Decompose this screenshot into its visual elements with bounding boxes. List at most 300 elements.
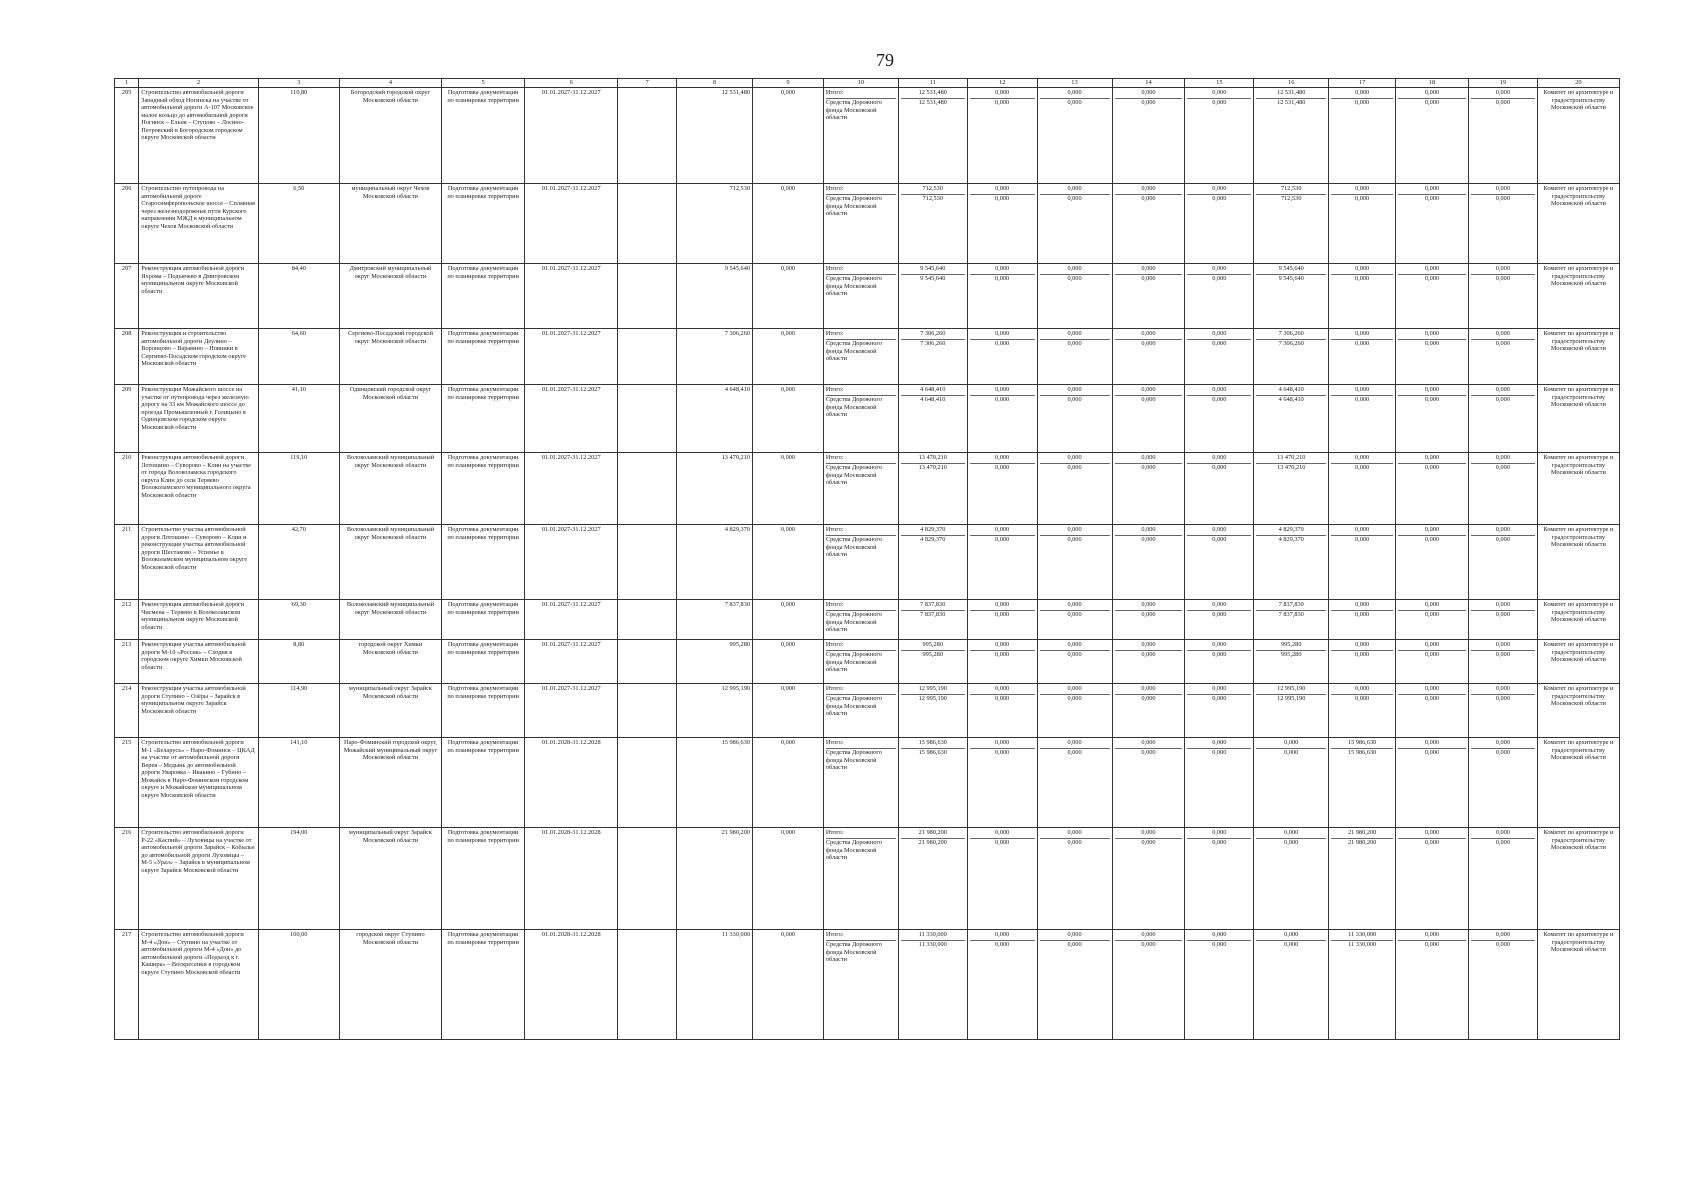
funding-col-13 — [1037, 329, 1112, 385]
responsible-body: Комитет по архитектуре и градостроительству Московской области — [1537, 385, 1619, 453]
total-value: 0,000 — [1187, 641, 1251, 651]
total-value: 0,000 — [1331, 685, 1393, 695]
row-number: 215 — [115, 738, 139, 828]
funding-col-16 — [1254, 88, 1329, 184]
road-length: 42,70 — [258, 525, 339, 600]
municipality: городской округ Ступино Московской области — [339, 930, 441, 1040]
total-cost: 4 829,370 — [677, 525, 753, 600]
source-value: 0,000 — [995, 195, 1010, 202]
column-header: 11 — [898, 79, 967, 88]
responsible-body: Комитет по архитектуре и градостроительству Московской области — [1537, 453, 1619, 525]
column-9-value: 0,000 — [753, 453, 824, 525]
total-value: 0,000 — [1115, 829, 1183, 839]
total-value: 21 980,200 — [901, 829, 965, 839]
row-number: 217 — [115, 930, 139, 1040]
work-period: 01.01.2027-31.12.2027 — [525, 385, 618, 453]
source-value: 0,000 — [995, 941, 1010, 948]
funding-source — [823, 828, 898, 930]
source-value: 7 837,830 — [1278, 611, 1304, 618]
funding-col-19 — [1468, 684, 1537, 738]
total-value: 0,000 — [1398, 265, 1466, 275]
work-period: 01.01.2027-31.12.2027 — [525, 525, 618, 600]
total-value: 0,000 — [1040, 601, 1110, 611]
funding-col-12 — [967, 738, 1037, 828]
total-value: 995,280 — [1256, 641, 1326, 651]
municipality: Волоколамский муниципальный округ Московской области — [339, 600, 441, 640]
object-name: Строительство автомобильной дороги М-4 «Дон» – Ступино на участке от автомобильной дороги М-4 «Дон» до автомобильной дороги «Подъезд к г. Кашира» – Воскресенки в городском округе Ступино Московской области — [139, 930, 259, 1040]
source-value: 0,000 — [1067, 651, 1082, 658]
source-value: 0,000 — [1067, 396, 1082, 403]
funding-col-16 — [1254, 385, 1329, 453]
funding-col-11 — [898, 640, 967, 684]
total-value: 0,000 — [1187, 330, 1251, 340]
funding-source — [823, 684, 898, 738]
total-label: Итого: — [826, 829, 896, 839]
funding-col-15 — [1185, 329, 1254, 385]
source-value: 0,000 — [1212, 195, 1227, 202]
source-value: 0,000 — [1495, 941, 1510, 948]
source-label: Средства Дорожного фонда Московской области — [825, 536, 882, 559]
source-value: 995,280 — [1281, 651, 1302, 658]
municipality: муниципальный округ Зарайск Московской области — [339, 828, 441, 930]
funding-col-18 — [1396, 640, 1469, 684]
column-header: 16 — [1254, 79, 1329, 88]
funding-col-11 — [898, 329, 967, 385]
source-value: 0,000 — [1424, 941, 1440, 948]
column-header: 5 — [442, 79, 525, 88]
source-value: 0,000 — [1141, 839, 1156, 846]
total-value: 0,000 — [1471, 330, 1535, 340]
source-value: 0,000 — [995, 695, 1010, 702]
total-value: 0,000 — [1187, 526, 1251, 536]
source-value: 0,000 — [1495, 99, 1510, 106]
funding-source — [823, 930, 898, 1040]
source-value: 0,000 — [1284, 941, 1299, 948]
total-value: 0,000 — [1256, 829, 1326, 839]
work-period: 01.01.2027-31.12.2027 — [525, 329, 618, 385]
source-value: 0,000 — [1495, 340, 1510, 347]
total-value: 0,000 — [1331, 386, 1393, 396]
source-value: 13 470,210 — [918, 464, 947, 471]
work-stage: Подготовка документации по планировке территории — [442, 385, 525, 453]
column-7-value — [618, 930, 677, 1040]
total-value: 0,000 — [1040, 526, 1110, 536]
total-cost: 11 330,000 — [677, 930, 753, 1040]
total-value: 13 470,210 — [901, 454, 965, 464]
funding-col-19 — [1468, 329, 1537, 385]
funding-col-18 — [1396, 453, 1469, 525]
total-value: 7 837,830 — [1256, 601, 1326, 611]
funding-col-17 — [1329, 88, 1396, 184]
total-value: 0,000 — [1471, 265, 1535, 275]
funding-col-14 — [1112, 453, 1185, 525]
total-value: 0,000 — [1471, 89, 1535, 99]
funding-col-17 — [1329, 600, 1396, 640]
source-value: 0,000 — [1141, 749, 1156, 756]
source-value: 0,000 — [1424, 275, 1440, 282]
funding-col-15 — [1185, 184, 1254, 264]
funding-col-11 — [898, 385, 967, 453]
funding-col-12 — [967, 640, 1037, 684]
column-9-value: 0,000 — [753, 184, 824, 264]
table-row — [115, 88, 1620, 184]
funding-col-14 — [1112, 640, 1185, 684]
total-value: 0,000 — [970, 685, 1035, 695]
total-value: 0,000 — [1187, 386, 1251, 396]
source-value: 0,000 — [1067, 611, 1082, 618]
work-stage: Подготовка документации по планировке территории — [442, 684, 525, 738]
source-value: 995,280 — [922, 651, 943, 658]
total-label: Итого: — [826, 526, 896, 536]
funding-col-12 — [967, 525, 1037, 600]
source-value: 7 306,260 — [1278, 340, 1304, 347]
total-value: 0,000 — [1115, 386, 1183, 396]
total-value: 0,000 — [1398, 526, 1466, 536]
total-label: Итого: — [826, 89, 896, 99]
column-header: 6 — [525, 79, 618, 88]
work-stage: Подготовка документации по планировке территории — [442, 184, 525, 264]
total-value: 0,000 — [1398, 185, 1466, 195]
road-length: 41,10 — [258, 385, 339, 453]
column-header: 3 — [258, 79, 339, 88]
source-value: 0,000 — [1495, 611, 1510, 618]
funding-col-16 — [1254, 640, 1329, 684]
source-label: Средства Дорожного фонда Московской области — [825, 941, 882, 964]
total-value: 0,000 — [1115, 526, 1183, 536]
source-value: 0,000 — [1212, 464, 1227, 471]
work-stage: Подготовка документации по планировке территории — [442, 88, 525, 184]
funding-col-12 — [967, 184, 1037, 264]
object-name: Реконструкция автомобильной дороги Яхрома – Подъячево в Дмитровском муниципальном округе Московской области — [139, 264, 259, 329]
total-value: 0,000 — [1187, 454, 1251, 464]
total-value: 12 531,480 — [1256, 89, 1326, 99]
funding-col-17 — [1329, 684, 1396, 738]
responsible-body: Комитет по архитектуре и градостроительству Московской области — [1537, 264, 1619, 329]
source-label: Средства Дорожного фонда Московской области — [825, 839, 882, 862]
total-value: 0,000 — [1187, 601, 1251, 611]
column-header: 10 — [823, 79, 898, 88]
column-7-value — [618, 828, 677, 930]
funding-col-15 — [1185, 640, 1254, 684]
column-header: 4 — [339, 79, 441, 88]
column-header: 14 — [1112, 79, 1185, 88]
source-value: 0,000 — [1424, 695, 1440, 702]
total-value: 0,000 — [1115, 265, 1183, 275]
responsible-body: Комитет по архитектуре и градостроительству Московской области — [1537, 684, 1619, 738]
road-length: 6,50 — [258, 184, 339, 264]
source-value: 0,000 — [1141, 651, 1156, 658]
source-label: Средства Дорожного фонда Московской области — [825, 651, 882, 674]
funding-source — [823, 385, 898, 453]
total-label: Итого: — [826, 739, 896, 749]
register-table — [114, 78, 1620, 1040]
total-value: 0,000 — [970, 526, 1035, 536]
source-value: 7 837,830 — [920, 611, 946, 618]
object-name: Реконструкция участка автомобильной дороги М-10 «Россия» – Сходня в городском округе Химки Московской области — [139, 640, 259, 684]
funding-source — [823, 525, 898, 600]
work-period: 01.01.2027-31.12.2027 — [525, 264, 618, 329]
source-value: 0,000 — [1212, 941, 1227, 948]
source-value: 0,000 — [1212, 340, 1227, 347]
total-value: 9 545,640 — [901, 265, 965, 275]
funding-col-14 — [1112, 329, 1185, 385]
road-length: 114,90 — [258, 684, 339, 738]
source-label: Средства Дорожного фонда Московской области — [825, 340, 882, 363]
total-value: 0,000 — [1398, 931, 1466, 941]
funding-col-15 — [1185, 600, 1254, 640]
funding-col-15 — [1185, 525, 1254, 600]
source-value: 0,000 — [1355, 464, 1370, 471]
road-length: 69,30 — [258, 600, 339, 640]
funding-col-15 — [1185, 930, 1254, 1040]
column-7-value — [618, 88, 677, 184]
object-name: Строительство автомобильной дороги Р-22 «Каспий» – Луховицы на участке от автомобильной дороги Зарайск – Кобылье до автомобильной дороги Луховицы – М-5 «Урал» – Зарайск в муниципальном округе Зарайск Московской области — [139, 828, 259, 930]
responsible-body: Комитет по архитектуре и градостроительству Московской области — [1537, 184, 1619, 264]
municipality: Волоколамский муниципальный округ Московской области — [339, 525, 441, 600]
column-7-value — [618, 600, 677, 640]
source-label: Средства Дорожного фонда Московской области — [825, 99, 882, 122]
funding-col-18 — [1396, 385, 1469, 453]
source-value: 0,000 — [1424, 195, 1440, 202]
funding-col-14 — [1112, 264, 1185, 329]
funding-col-13 — [1037, 385, 1112, 453]
row-number: 216 — [115, 828, 139, 930]
total-value: 0,000 — [970, 931, 1035, 941]
funding-col-14 — [1112, 184, 1185, 264]
total-value: 0,000 — [1115, 185, 1183, 195]
column-header: 13 — [1037, 79, 1112, 88]
road-length: 141,10 — [258, 738, 339, 828]
column-7-value — [618, 640, 677, 684]
total-value: 15 986,630 — [901, 739, 965, 749]
funding-source — [823, 264, 898, 329]
road-length: 84,40 — [258, 264, 339, 329]
source-label: Средства Дорожного фонда Московской области — [825, 464, 882, 487]
total-value: 0,000 — [1471, 685, 1535, 695]
work-stage: Подготовка документации по планировке территории — [442, 600, 525, 640]
funding-col-16 — [1254, 264, 1329, 329]
total-value: 0,000 — [970, 601, 1035, 611]
total-value: 0,000 — [970, 739, 1035, 749]
funding-col-14 — [1112, 684, 1185, 738]
source-value: 0,000 — [1141, 941, 1156, 948]
row-number: 211 — [115, 525, 139, 600]
responsible-body: Комитет по архитектуре и градостроительству Московской области — [1537, 738, 1619, 828]
source-value: 0,000 — [1212, 695, 1227, 702]
funding-col-13 — [1037, 264, 1112, 329]
object-name: Строительство путепровода на автомобильной дороге Старосимферопольское шоссе – Сплавная через железнодорожные пути Курского направления МЖД в муниципальном округе Чехов Московской области — [139, 184, 259, 264]
funding-col-11 — [898, 600, 967, 640]
funding-col-13 — [1037, 88, 1112, 184]
column-7-value — [618, 738, 677, 828]
column-9-value: 0,000 — [753, 684, 824, 738]
funding-col-13 — [1037, 684, 1112, 738]
work-period: 01.01.2027-31.12.2027 — [525, 184, 618, 264]
row-number: 205 — [115, 88, 139, 184]
column-9-value: 0,000 — [753, 264, 824, 329]
work-period: 01.01.2028-31.12.2028 — [525, 738, 618, 828]
column-9-value: 0,000 — [753, 930, 824, 1040]
funding-col-18 — [1396, 930, 1469, 1040]
source-value: 0,000 — [1424, 396, 1440, 403]
source-value: 0,000 — [1212, 839, 1227, 846]
source-value: 0,000 — [995, 536, 1010, 543]
total-value: 995,280 — [901, 641, 965, 651]
total-value: 0,000 — [1471, 454, 1535, 464]
source-value: 0,000 — [1495, 695, 1510, 702]
table-row — [115, 385, 1620, 453]
responsible-body: Комитет по архитектуре и градостроительству Московской области — [1537, 600, 1619, 640]
total-value: 0,000 — [1115, 641, 1183, 651]
table-row — [115, 329, 1620, 385]
source-value: 15 986,630 — [1347, 749, 1377, 756]
funding-source — [823, 600, 898, 640]
total-value: 0,000 — [970, 185, 1035, 195]
source-value: 0,000 — [1424, 99, 1440, 106]
table-row — [115, 640, 1620, 684]
total-value: 0,000 — [970, 641, 1035, 651]
total-value: 0,000 — [1471, 185, 1535, 195]
total-value: 0,000 — [970, 454, 1035, 464]
work-period: 01.01.2027-31.12.2027 — [525, 684, 618, 738]
column-7-value — [618, 184, 677, 264]
total-label: Итого: — [826, 641, 896, 651]
municipality: муниципальный округ Зарайск Московской области — [339, 684, 441, 738]
source-value: 0,000 — [1495, 275, 1510, 282]
funding-col-14 — [1112, 930, 1185, 1040]
work-stage: Подготовка документации по планировке территории — [442, 329, 525, 385]
municipality: городской округ Химки Московской области — [339, 640, 441, 684]
road-length: 100,00 — [258, 930, 339, 1040]
source-value: 4 829,370 — [920, 536, 946, 543]
funding-col-16 — [1254, 600, 1329, 640]
total-value: 0,000 — [1040, 386, 1110, 396]
municipality: Богородский городской округ Московской области — [339, 88, 441, 184]
source-value: 0,000 — [995, 396, 1010, 403]
funding-col-12 — [967, 88, 1037, 184]
total-value: 0,000 — [1471, 526, 1535, 536]
total-value: 0,000 — [1398, 89, 1466, 99]
total-value: 7 306,260 — [1256, 330, 1326, 340]
municipality: муниципальный округ Чехов Московской области — [339, 184, 441, 264]
funding-col-19 — [1468, 88, 1537, 184]
object-name: Реконструкция Можайского шоссе на участке от путепровода через железную дорогу на 33 км Можайского шоссе до проезда Промышленный г. Голицыно в Одинцовском городском округе Московской области — [139, 385, 259, 453]
column-9-value: 0,000 — [753, 88, 824, 184]
funding-col-15 — [1185, 385, 1254, 453]
total-label: Итого: — [826, 386, 896, 396]
object-name: Строительство автомобильной дороги Западный обход Ногинска на участке от автомобильной дороги А-107 Московское малое кольцо до автомобильной дороги Ногинск – Ельня – Ступово – Лосино-Петровский в Богородском городском округе Московской области — [139, 88, 259, 184]
source-value: 0,000 — [1141, 99, 1156, 106]
total-value: 0,000 — [1471, 641, 1535, 651]
column-7-value — [618, 525, 677, 600]
object-name: Реконструкция автомобильной дороги Лотошино – Суворово – Клин на участке от города Волоколамска городского округа Клин до села Теряево Волоколамского муниципального округа Московской области — [139, 453, 259, 525]
total-value: 0,000 — [1040, 265, 1110, 275]
funding-col-15 — [1185, 453, 1254, 525]
source-value: 0,000 — [1424, 749, 1440, 756]
table-row — [115, 930, 1620, 1040]
funding-col-18 — [1396, 525, 1469, 600]
total-label: Итого: — [826, 931, 896, 941]
total-value: 0,000 — [1115, 454, 1183, 464]
total-value: 4 648,410 — [901, 386, 965, 396]
total-value: 0,000 — [1398, 829, 1466, 839]
funding-col-14 — [1112, 600, 1185, 640]
source-value: 0,000 — [1355, 99, 1370, 106]
source-value: 9 545,640 — [1278, 275, 1304, 282]
funding-col-19 — [1468, 264, 1537, 329]
total-value: 12 995,190 — [901, 685, 965, 695]
source-value: 12 531,480 — [1277, 99, 1306, 106]
source-value: 0,000 — [1355, 611, 1370, 618]
total-value: 15 986,630 — [1331, 739, 1393, 749]
row-number: 210 — [115, 453, 139, 525]
work-period: 01.01.2028-31.12.2028 — [525, 930, 618, 1040]
source-value: 12 531,480 — [918, 99, 947, 106]
total-value: 0,000 — [970, 829, 1035, 839]
column-7-value — [618, 264, 677, 329]
source-value: 0,000 — [1212, 651, 1227, 658]
source-value: 0,000 — [1141, 340, 1156, 347]
funding-col-18 — [1396, 738, 1469, 828]
source-label: Средства Дорожного фонда Московской области — [825, 195, 882, 218]
source-label: Средства Дорожного фонда Московской области — [825, 749, 882, 772]
total-value: 0,000 — [1115, 739, 1183, 749]
total-value: 0,000 — [1040, 185, 1110, 195]
total-value: 0,000 — [1187, 739, 1251, 749]
total-value: 0,000 — [1256, 739, 1326, 749]
source-value: 0,000 — [1424, 611, 1440, 618]
funding-col-15 — [1185, 828, 1254, 930]
funding-col-18 — [1396, 184, 1469, 264]
row-number: 207 — [115, 264, 139, 329]
total-value: 0,000 — [1040, 89, 1110, 99]
total-cost: 9 545,640 — [677, 264, 753, 329]
source-value: 0,000 — [1355, 536, 1370, 543]
total-label: Итого: — [826, 185, 896, 195]
source-value: 0,000 — [1141, 536, 1156, 543]
total-label: Итого: — [826, 265, 896, 275]
source-value: 7 306,260 — [920, 340, 946, 347]
total-value: 4 829,370 — [901, 526, 965, 536]
total-value: 0,000 — [1256, 931, 1326, 941]
funding-col-13 — [1037, 738, 1112, 828]
total-cost: 7 837,830 — [677, 600, 753, 640]
total-value: 0,000 — [1471, 739, 1535, 749]
total-cost: 12 531,480 — [677, 88, 753, 184]
source-value: 0,000 — [1141, 611, 1156, 618]
funding-col-15 — [1185, 684, 1254, 738]
funding-col-16 — [1254, 329, 1329, 385]
table-row — [115, 453, 1620, 525]
total-value: 0,000 — [1187, 829, 1251, 839]
source-value: 0,000 — [995, 839, 1010, 846]
total-value: 11 330,000 — [901, 931, 965, 941]
total-value: 0,000 — [1040, 454, 1110, 464]
funding-col-17 — [1329, 738, 1396, 828]
source-value: 11 330,000 — [1348, 941, 1377, 948]
funding-col-18 — [1396, 684, 1469, 738]
total-cost: 15 986,630 — [677, 738, 753, 828]
object-name: Строительство участка автомобильной дороги Лотошино – Суворово – Клин и реконструкция участка автомобильной дороги Шестаково – Успенье в Волоколамском муниципальном округе Московской области — [139, 525, 259, 600]
column-header: 17 — [1329, 79, 1396, 88]
total-value: 0,000 — [1331, 454, 1393, 464]
funding-col-12 — [967, 385, 1037, 453]
total-label: Итого: — [826, 685, 896, 695]
funding-col-11 — [898, 525, 967, 600]
municipality: Дмитровский муниципальный округ Московской области — [339, 264, 441, 329]
total-value: 0,000 — [1115, 330, 1183, 340]
work-stage: Подготовка документации по планировке территории — [442, 738, 525, 828]
